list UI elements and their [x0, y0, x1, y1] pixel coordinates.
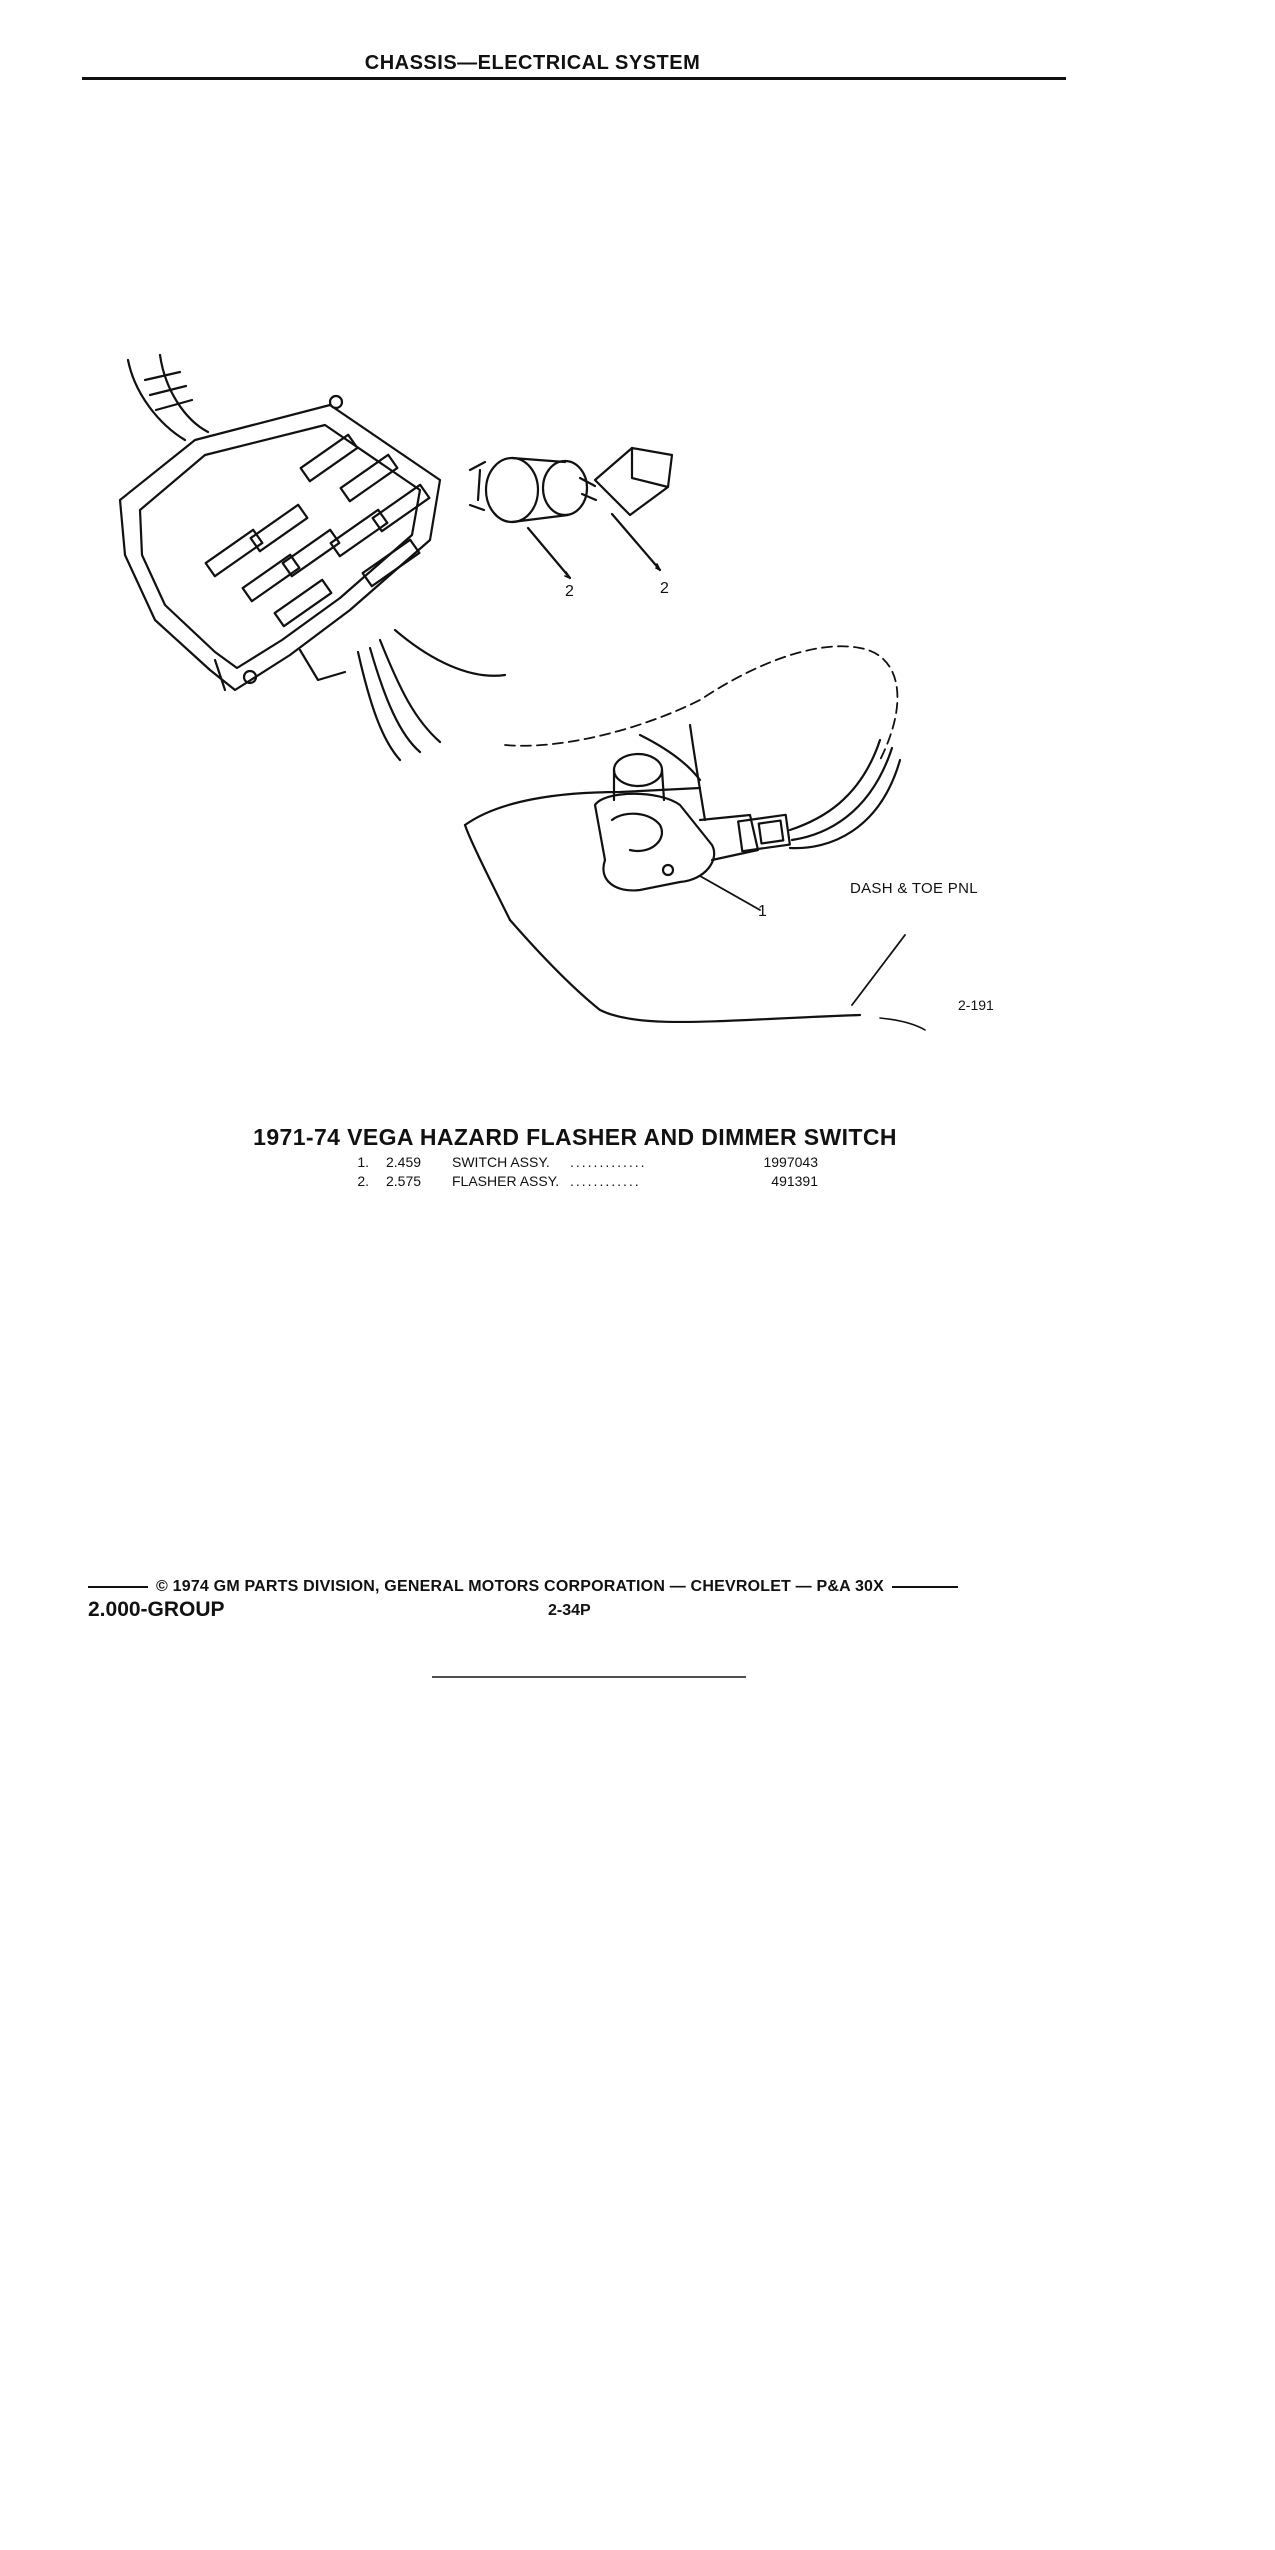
harness-route-dashed	[505, 646, 897, 760]
page-header-title: CHASSIS—ELECTRICAL SYSTEM	[364, 52, 701, 74]
callout-2-flasher-right: 2	[660, 580, 669, 597]
wire-harness-bottom	[358, 630, 505, 760]
callout-2-flasher-left: 2	[565, 583, 574, 600]
leader-figure-id	[880, 1018, 925, 1030]
copyright-text: © 1974 GM PARTS DIVISION, GENERAL MOTORS CORPORATION — CHEVROLET — P&A 30X	[156, 1578, 885, 1595]
header-rule	[82, 77, 1066, 80]
figure-id: 2-191	[958, 997, 994, 1013]
leader-flasher-left	[528, 528, 570, 578]
leader-dots: ............	[570, 1173, 641, 1189]
part-description: FLASHER ASSY.	[452, 1173, 560, 1189]
dash-toe-panel-label: DASH & TOE PNL	[850, 880, 978, 897]
flasher-square	[580, 448, 672, 515]
page-number: 2-34P	[548, 1602, 591, 1619]
footer-rule-right	[892, 1586, 958, 1588]
callout-1-switch: 1	[758, 903, 767, 920]
leader-switch	[700, 876, 760, 910]
group-code: 2.459	[386, 1154, 422, 1170]
group-code: 2.575	[386, 1173, 422, 1189]
dimmer-switch	[595, 740, 900, 890]
flasher-round	[470, 458, 587, 522]
footer-rule-left	[88, 1586, 148, 1588]
item-number: 1.	[357, 1154, 369, 1170]
fuse-block	[120, 396, 440, 690]
leader-flasher-right	[612, 514, 660, 570]
figure-caption: 1971-74 VEGA HAZARD FLASHER AND DIMMER SWITCH	[253, 1124, 897, 1150]
copyright-line	[88, 1578, 1048, 1596]
fuses	[206, 435, 430, 626]
group-number: 2.000-GROUP	[88, 1598, 225, 1621]
wire-harness-top	[128, 355, 208, 440]
bottom-rule	[432, 1676, 746, 1678]
leader-dots: .............	[570, 1154, 647, 1170]
part-description: SWITCH ASSY.	[452, 1154, 550, 1170]
part-number: 1997043	[763, 1154, 818, 1170]
parts-row	[0, 1173, 1275, 1193]
hazard-flasher-dimmer-switch-illustration	[0, 340, 1275, 1060]
leader-dash-toe	[852, 935, 905, 1005]
parts-row	[0, 1154, 1275, 1174]
part-number: 491391	[771, 1173, 818, 1189]
item-number: 2.	[357, 1173, 369, 1189]
